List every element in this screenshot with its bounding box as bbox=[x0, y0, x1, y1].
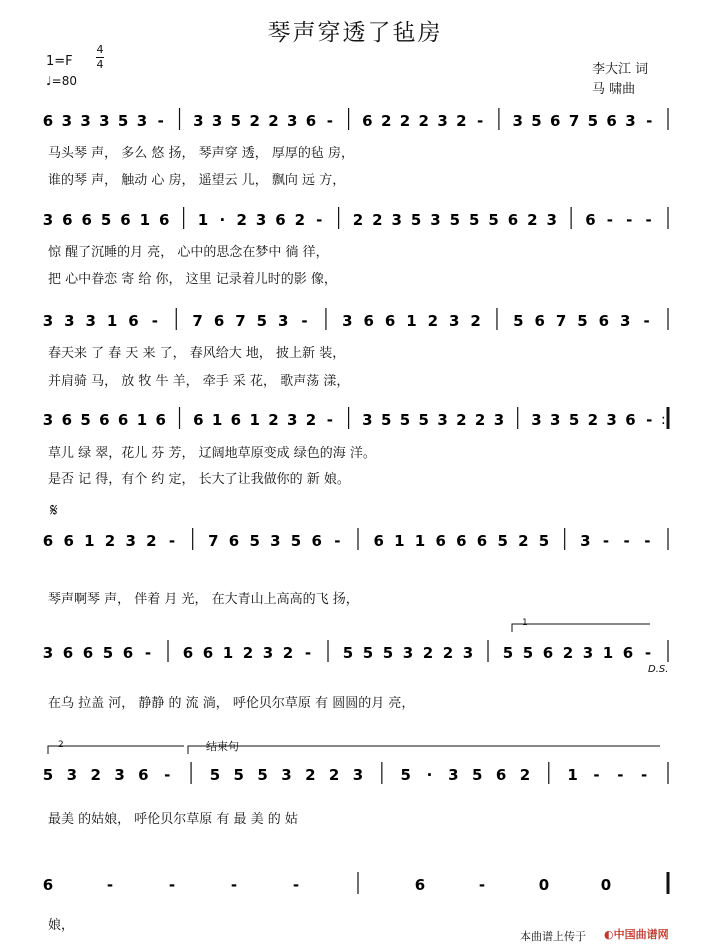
note: 3 bbox=[255, 211, 267, 229]
note: 6 bbox=[362, 112, 373, 130]
note: 2 bbox=[236, 211, 247, 229]
note: 6 bbox=[213, 312, 225, 330]
note: 6 bbox=[81, 211, 92, 229]
note: 6 bbox=[275, 211, 286, 229]
note: - bbox=[151, 312, 159, 330]
note: 1 bbox=[249, 411, 260, 429]
lyric-line-11: 最美 的姑娘， 呼伦贝尔草原 有 最 美 的 姑 bbox=[48, 812, 298, 827]
note: 5 bbox=[497, 532, 508, 550]
lyric-line-1: 马头琴 声， 多么 悠 扬， 琴声穿 透， 厚厚的毡 房， bbox=[48, 146, 355, 161]
note: 1 bbox=[136, 411, 148, 429]
note: - bbox=[623, 532, 630, 550]
note: - bbox=[645, 211, 652, 229]
note: 2 bbox=[268, 112, 279, 130]
note: 2 bbox=[104, 532, 116, 550]
note: 5 bbox=[290, 532, 302, 550]
note: 6 bbox=[42, 876, 54, 894]
note: 6 bbox=[363, 312, 374, 330]
note: 2 bbox=[242, 644, 254, 662]
note: 7 bbox=[568, 112, 580, 130]
ending-bracket bbox=[188, 746, 660, 754]
note: 6 bbox=[62, 644, 74, 662]
note: 5 bbox=[472, 766, 483, 784]
note: - bbox=[602, 532, 610, 550]
note: 3 bbox=[625, 112, 636, 130]
note: 6 bbox=[42, 112, 54, 130]
note: 3 bbox=[362, 411, 373, 429]
note: 5 bbox=[522, 644, 534, 662]
note: - bbox=[644, 644, 652, 662]
note: - bbox=[643, 312, 650, 330]
note: 3 bbox=[262, 644, 274, 662]
note: 5 bbox=[488, 211, 499, 229]
note: 5 bbox=[209, 766, 221, 784]
note: 3 bbox=[606, 411, 617, 429]
note: 2 bbox=[352, 211, 364, 229]
lyric-line-7: 草儿 绿 翠，花儿 芬 芳， 辽阔地草原变成 绿色的海 洋。 bbox=[48, 446, 376, 461]
note: 3 bbox=[99, 112, 110, 130]
note: 6 bbox=[435, 532, 446, 550]
note: 2 bbox=[562, 644, 574, 662]
note: 6 bbox=[155, 411, 166, 429]
note: 1 bbox=[139, 211, 151, 229]
footer-upload-text: 本曲谱上传于 bbox=[520, 930, 586, 943]
note: 5 bbox=[257, 766, 268, 784]
note: 2 bbox=[380, 112, 392, 130]
note: 3 bbox=[281, 766, 292, 784]
lyric-line-6: 并肩骑 马， 放 牧 牛 羊， 牵手 采 花， 歌声荡 漾， bbox=[48, 374, 350, 389]
note: 0 bbox=[538, 876, 550, 894]
note: 1 bbox=[106, 312, 118, 330]
note: 3 bbox=[66, 766, 78, 784]
note: 7 bbox=[235, 312, 246, 330]
note: 3 bbox=[193, 112, 204, 130]
note: 6 bbox=[598, 312, 610, 330]
note: 5 bbox=[249, 532, 260, 550]
note: 6 bbox=[456, 532, 467, 550]
site-logo bbox=[604, 926, 669, 942]
note: 2 bbox=[399, 112, 411, 130]
note: 5 bbox=[449, 211, 461, 229]
note: 5 bbox=[400, 766, 411, 784]
note: 5 bbox=[513, 312, 524, 330]
note: 3 bbox=[61, 112, 73, 130]
note: 6 bbox=[117, 411, 129, 429]
note: - bbox=[326, 411, 333, 429]
site-name: 中国曲谱网 bbox=[613, 928, 669, 941]
note: 3 bbox=[114, 766, 125, 784]
note: 2 bbox=[422, 644, 434, 662]
note: 2 bbox=[456, 411, 467, 429]
note: 6 bbox=[373, 532, 384, 550]
note: 3 bbox=[136, 112, 148, 130]
note: 6 bbox=[585, 211, 596, 229]
note: 1 bbox=[222, 644, 234, 662]
note: 6 bbox=[228, 532, 240, 550]
note: 2 bbox=[282, 644, 294, 662]
note: 7 bbox=[208, 532, 219, 550]
note: 6 bbox=[202, 644, 214, 662]
note: 3 bbox=[342, 312, 353, 330]
note: 3 bbox=[211, 112, 223, 130]
note: 1 bbox=[406, 312, 417, 330]
note: 3 bbox=[42, 211, 54, 229]
note: - bbox=[301, 312, 308, 330]
lyric-line-12: 娘， bbox=[48, 918, 75, 933]
note: 3 bbox=[42, 411, 54, 429]
note: 5 bbox=[399, 411, 411, 429]
note: 2 bbox=[90, 766, 101, 784]
note: - bbox=[646, 112, 653, 130]
note: 5 bbox=[410, 211, 422, 229]
note: 3 bbox=[64, 312, 75, 330]
note: 3 bbox=[80, 112, 91, 130]
note: - bbox=[477, 112, 484, 130]
note: - bbox=[164, 766, 171, 784]
note: · bbox=[426, 766, 433, 784]
note: 5 bbox=[230, 112, 242, 130]
volta-2-bracket bbox=[48, 746, 184, 754]
note: 5 bbox=[362, 644, 374, 662]
note: 2 bbox=[442, 644, 454, 662]
lyric-line-8: 是否 记 得，有个 约 定， 长大了让我做你的 新 娘。 bbox=[48, 472, 350, 487]
note: 2 bbox=[519, 766, 531, 784]
note: - bbox=[606, 211, 613, 229]
note: 6 bbox=[42, 532, 54, 550]
note: 1 bbox=[197, 211, 209, 229]
note: - bbox=[617, 766, 624, 784]
repeat-dots: : bbox=[661, 412, 666, 428]
volta-1-bracket bbox=[512, 624, 650, 632]
note: 5 bbox=[380, 411, 392, 429]
note: 5 bbox=[538, 532, 550, 550]
note: - bbox=[106, 876, 114, 894]
note: 2 bbox=[587, 411, 599, 429]
note: 3 bbox=[582, 644, 594, 662]
note: 2 bbox=[294, 211, 306, 229]
note: 6 bbox=[495, 766, 507, 784]
note: 5 bbox=[102, 644, 114, 662]
note: 5 bbox=[80, 411, 91, 429]
tempo-value: =80 bbox=[51, 74, 77, 88]
note: 2 bbox=[249, 112, 260, 130]
note: 2 bbox=[474, 411, 486, 429]
note: 2 bbox=[328, 766, 340, 784]
note: 6 bbox=[476, 532, 488, 550]
note: 5 bbox=[418, 411, 429, 429]
note: 2 bbox=[427, 312, 439, 330]
note: 6 bbox=[542, 644, 554, 662]
note: 3 bbox=[287, 411, 298, 429]
note: 6 bbox=[120, 211, 131, 229]
note: 6 bbox=[122, 644, 134, 662]
note: 6 bbox=[82, 644, 94, 662]
note: 5 bbox=[502, 644, 514, 662]
note: 6 bbox=[99, 411, 110, 429]
note: - bbox=[144, 644, 152, 662]
note: · bbox=[219, 211, 226, 229]
note: 2 bbox=[146, 532, 157, 550]
note: 1 bbox=[567, 766, 578, 784]
note: 2 bbox=[372, 211, 383, 229]
segno-mark: 𝄋 bbox=[50, 500, 58, 521]
note: 3 bbox=[462, 644, 474, 662]
note: 6 bbox=[311, 532, 322, 550]
note: 3 bbox=[85, 312, 96, 330]
note: 6 bbox=[305, 112, 317, 130]
note: - bbox=[334, 532, 341, 550]
note: - bbox=[641, 766, 648, 784]
note: - bbox=[644, 532, 651, 550]
note: 3 bbox=[42, 644, 54, 662]
note: 3 bbox=[580, 532, 591, 550]
note: 5 bbox=[469, 211, 480, 229]
volta-1: 1 bbox=[522, 618, 528, 628]
note: 1 bbox=[394, 532, 405, 550]
site-logo-icon: ◐ bbox=[604, 928, 614, 941]
note: 2 bbox=[305, 766, 316, 784]
page-title: 琴声穿透了毡房 bbox=[267, 20, 443, 46]
note: 5 bbox=[577, 312, 588, 330]
quarter-note-icon: ♩ bbox=[46, 74, 52, 88]
note: 6 bbox=[230, 411, 242, 429]
note: 3 bbox=[512, 112, 523, 130]
note: 3 bbox=[550, 411, 561, 429]
note: - bbox=[593, 766, 600, 784]
note: 3 bbox=[125, 532, 136, 550]
note: 3 bbox=[546, 211, 557, 229]
note: 1 bbox=[84, 532, 95, 550]
lyric-line-2: 谁的琴 声， 触动 心 房， 遥望云 儿， 飘向 远 方， bbox=[48, 173, 346, 188]
note: 6 bbox=[550, 112, 561, 130]
note: 6 bbox=[507, 211, 519, 229]
note: 2 bbox=[527, 211, 538, 229]
note: 3 bbox=[391, 211, 402, 229]
note: 1 bbox=[211, 411, 223, 429]
note: 3 bbox=[448, 312, 460, 330]
note: 3 bbox=[42, 312, 54, 330]
note: 3 bbox=[531, 411, 542, 429]
note: 2 bbox=[470, 312, 481, 330]
note: 5 bbox=[233, 766, 244, 784]
note: 6 bbox=[193, 411, 204, 429]
note: - bbox=[168, 876, 176, 894]
lyric-line-3: 惊 醒了沉睡的月 亮， 心中的思念在梦中 徜 徉， bbox=[48, 245, 329, 260]
note: 1 bbox=[602, 644, 614, 662]
ds-mark: D.S. bbox=[648, 664, 669, 675]
note: - bbox=[304, 644, 312, 662]
note: 3 bbox=[287, 112, 298, 130]
note: 6 bbox=[61, 411, 73, 429]
volta-2: 2 bbox=[58, 740, 64, 750]
note: 3 bbox=[493, 411, 505, 429]
note: 3 bbox=[437, 112, 448, 130]
note: - bbox=[478, 876, 486, 894]
note: - bbox=[326, 112, 333, 130]
note: 3 bbox=[437, 411, 448, 429]
note: 6 bbox=[159, 211, 170, 229]
note: - bbox=[168, 532, 176, 550]
note: 3 bbox=[402, 644, 414, 662]
note: 5 bbox=[256, 312, 268, 330]
lyric-line-4: 把 心中眷恋 寄 给 你， 这里 记录着儿时的影 像， bbox=[48, 272, 337, 287]
time-numerator: 4 bbox=[96, 43, 104, 56]
note: 2 bbox=[456, 112, 467, 130]
note: 5 bbox=[382, 644, 394, 662]
note: 6 bbox=[625, 411, 636, 429]
note: 6 bbox=[182, 644, 194, 662]
key-label: 1=F bbox=[46, 54, 73, 69]
note: 5 bbox=[100, 211, 112, 229]
note: - bbox=[316, 211, 323, 229]
note: 3 bbox=[620, 312, 631, 330]
note: 2 bbox=[518, 532, 529, 550]
note: 5 bbox=[342, 644, 354, 662]
note: - bbox=[230, 876, 238, 894]
note: 3 bbox=[430, 211, 441, 229]
note: 6 bbox=[384, 312, 396, 330]
note: 3 bbox=[448, 766, 459, 784]
note: - bbox=[646, 411, 653, 429]
note: 6 bbox=[606, 112, 617, 130]
ending-label: 结束句 bbox=[206, 740, 239, 753]
note: 7 bbox=[555, 312, 567, 330]
note: 2 bbox=[268, 411, 279, 429]
note: 7 bbox=[192, 312, 203, 330]
note: 6 bbox=[62, 211, 73, 229]
lyric-line-9: 琴声啊琴 声， 伴着 月 光， 在大青山上高高的飞 扬， bbox=[48, 592, 359, 607]
note: 0 bbox=[600, 876, 612, 894]
note: 5 bbox=[568, 411, 580, 429]
note: 6 bbox=[534, 312, 545, 330]
lyric-line-10: 在乌 拉盖 河， 静静 的 流 淌， 呼伦贝尔草原 有 圆圆的月 亮， bbox=[48, 696, 415, 711]
note: 2 bbox=[418, 112, 429, 130]
note: 1 bbox=[414, 532, 426, 550]
note: 5 bbox=[117, 112, 129, 130]
note: 5 bbox=[531, 112, 542, 130]
note: 6 bbox=[128, 312, 139, 330]
composer-credit: 马 啸曲 bbox=[592, 82, 636, 97]
lyric-line-5: 春天来 了 春 天 来 了， 春风给大 地， 披上新 装， bbox=[48, 346, 346, 361]
note: 3 bbox=[270, 532, 281, 550]
lyricist-credit: 李大江 词 bbox=[592, 62, 649, 77]
note: 6 bbox=[622, 644, 634, 662]
note: - bbox=[157, 112, 164, 130]
note: - bbox=[292, 876, 300, 894]
note: 5 bbox=[587, 112, 599, 130]
note: 6 bbox=[63, 532, 74, 550]
note: 6 bbox=[414, 876, 426, 894]
note: 6 bbox=[138, 766, 149, 784]
note: 3 bbox=[352, 766, 364, 784]
note: 2 bbox=[305, 411, 317, 429]
note: - bbox=[626, 211, 633, 229]
note: 5 bbox=[42, 766, 54, 784]
note: 3 bbox=[277, 312, 289, 330]
time-denominator: 4 bbox=[96, 58, 104, 71]
